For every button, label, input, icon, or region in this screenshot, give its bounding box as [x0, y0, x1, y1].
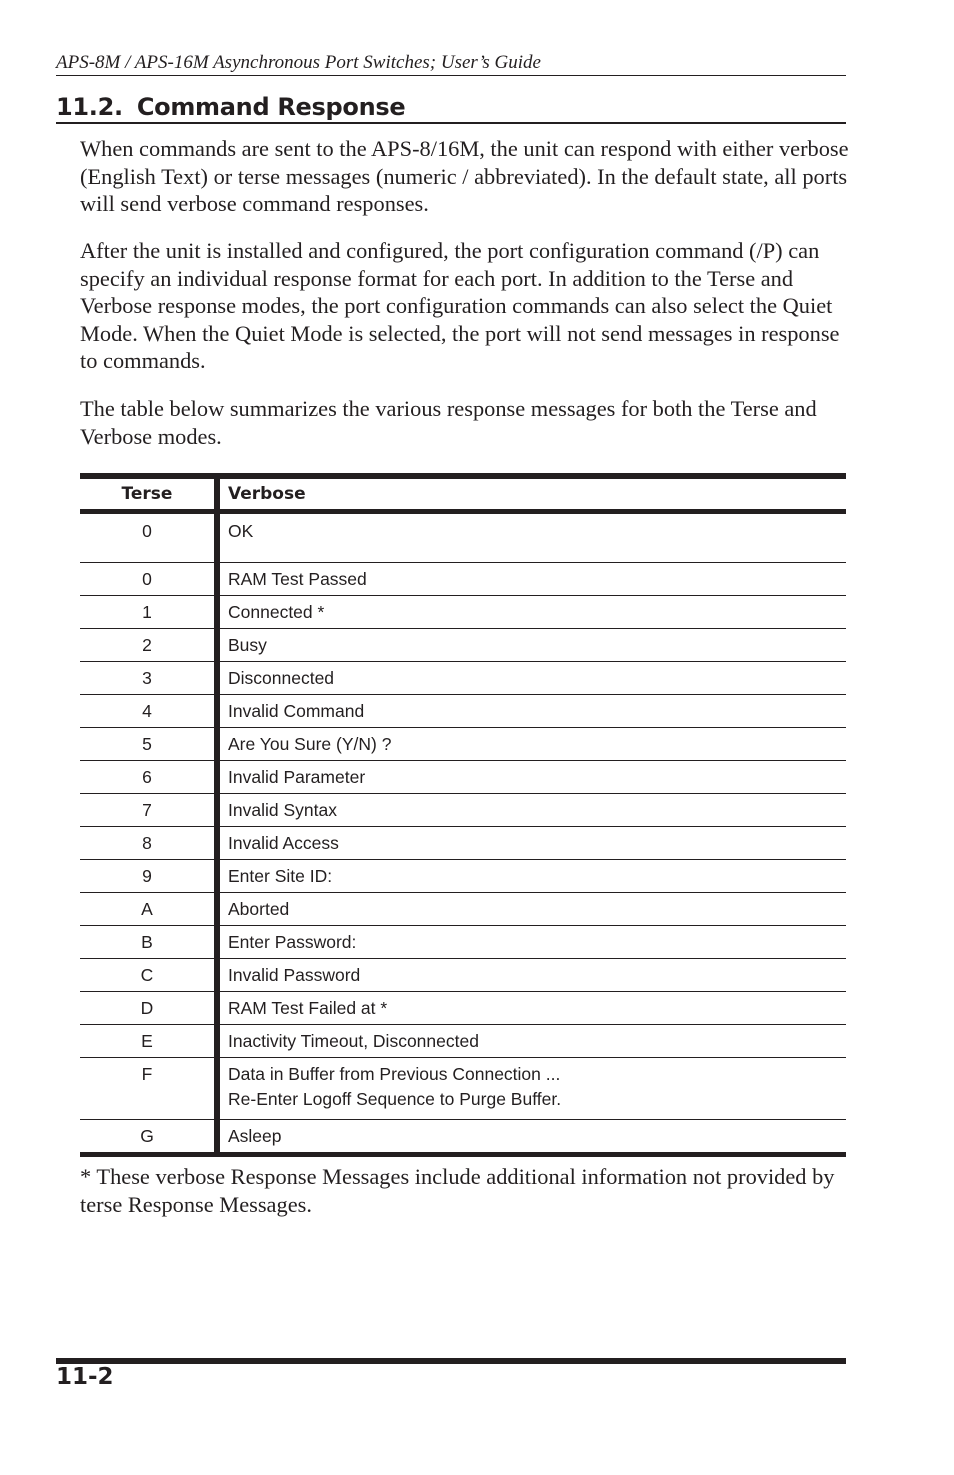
terse-cell: 0 [80, 512, 217, 563]
table-row [80, 959, 846, 992]
terse-cell: 3 [80, 662, 217, 695]
verbose-cell: Invalid Password [217, 959, 846, 992]
verbose-cell: Invalid Access [217, 827, 846, 860]
verbose-cell: Disconnected [217, 662, 846, 695]
verbose-cell: RAM Test Passed [217, 563, 846, 596]
table-row [80, 596, 846, 629]
terse-cell: C [80, 959, 217, 992]
verbose-cell: Enter Site ID: [217, 860, 846, 893]
table-row [80, 1025, 846, 1058]
table-row [80, 1058, 846, 1120]
response-table [80, 473, 846, 1157]
table-row [80, 563, 846, 596]
verbose-line-2: Re-Enter Logoff Sequence to Purge Buffer. [228, 1089, 562, 1109]
verbose-cell: Invalid Command [217, 695, 846, 728]
verbose-cell: Invalid Syntax [217, 794, 846, 827]
table-row [80, 827, 846, 860]
table-row [80, 761, 846, 794]
terse-cell: F [80, 1058, 217, 1120]
terse-cell: 7 [80, 794, 217, 827]
table-row [80, 695, 846, 728]
terse-cell: E [80, 1025, 217, 1058]
terse-cell: 9 [80, 860, 217, 893]
terse-cell: B [80, 926, 217, 959]
section-title: Command Response [136, 93, 406, 121]
section-number: 11.2. [56, 93, 123, 121]
verbose-cell: OK [217, 512, 846, 563]
column-header-verbose: Verbose [217, 476, 846, 512]
verbose-cell: Enter Password: [217, 926, 846, 959]
paragraph-table-intro: The table below summarizes the various response messages for both the Terse and Verbose modes. [80, 396, 817, 449]
terse-cell: 5 [80, 728, 217, 761]
table-row [80, 512, 846, 563]
verbose-cell: Busy [217, 629, 846, 662]
terse-cell: 6 [80, 761, 217, 794]
footnote: * These verbose Response Messages include additional information not provided by terse Response Messages. [80, 1164, 835, 1217]
paragraph-port-config: After the unit is installed and configured, the port configuration command (/P) can specify an individual response format for each port. In addition to the Terse and Verbose response modes, the port configuration commands can also select the Quiet Mode. When the Quiet Mode is selected, the port will not send messages in response to commands. [80, 238, 840, 373]
terse-cell: 4 [80, 695, 217, 728]
verbose-cell: RAM Test Failed at * [217, 992, 846, 1025]
column-header-terse: Terse [80, 476, 217, 512]
footer-rule [56, 1358, 846, 1364]
verbose-cell: Connected * [217, 596, 846, 629]
paragraph-intro: When commands are sent to the APS-8/16M, the unit can respond with either verbose (English Text) or terse messages (numeric / abbreviated). In the default state, all ports will send verbose command responses. [80, 136, 849, 216]
table-row [80, 794, 846, 827]
page-number: 11-2 [56, 1364, 114, 1390]
terse-cell: 0 [80, 563, 217, 596]
table-body [80, 512, 846, 1155]
table-row [80, 1120, 846, 1155]
terse-cell: 2 [80, 629, 217, 662]
terse-cell: 8 [80, 827, 217, 860]
running-header: APS-8M / APS-16M Asynchronous Port Switches; User’s Guide [56, 52, 846, 76]
terse-cell: 1 [80, 596, 217, 629]
table-row [80, 992, 846, 1025]
verbose-cell: Are You Sure (Y/N) ? [217, 728, 846, 761]
verbose-cell: Asleep [217, 1120, 846, 1155]
terse-cell: G [140, 1125, 154, 1146]
verbose-cell: Inactivity Timeout, Disconnected [217, 1025, 846, 1058]
verbose-cell: Invalid Parameter [217, 761, 846, 794]
table-row [80, 662, 846, 695]
verbose-line-1: Data in Buffer from Previous Connection ... [228, 1064, 561, 1084]
table-header-row [80, 476, 846, 512]
table-row [80, 926, 846, 959]
verbose-cell: Aborted [217, 893, 846, 926]
verbose-cell [217, 1058, 846, 1120]
terse-cell: A [80, 893, 217, 926]
section-heading [56, 93, 846, 124]
table-row [80, 629, 846, 662]
table-row [80, 860, 846, 893]
table-row [80, 728, 846, 761]
table-row [80, 893, 846, 926]
terse-cell: D [80, 992, 217, 1025]
